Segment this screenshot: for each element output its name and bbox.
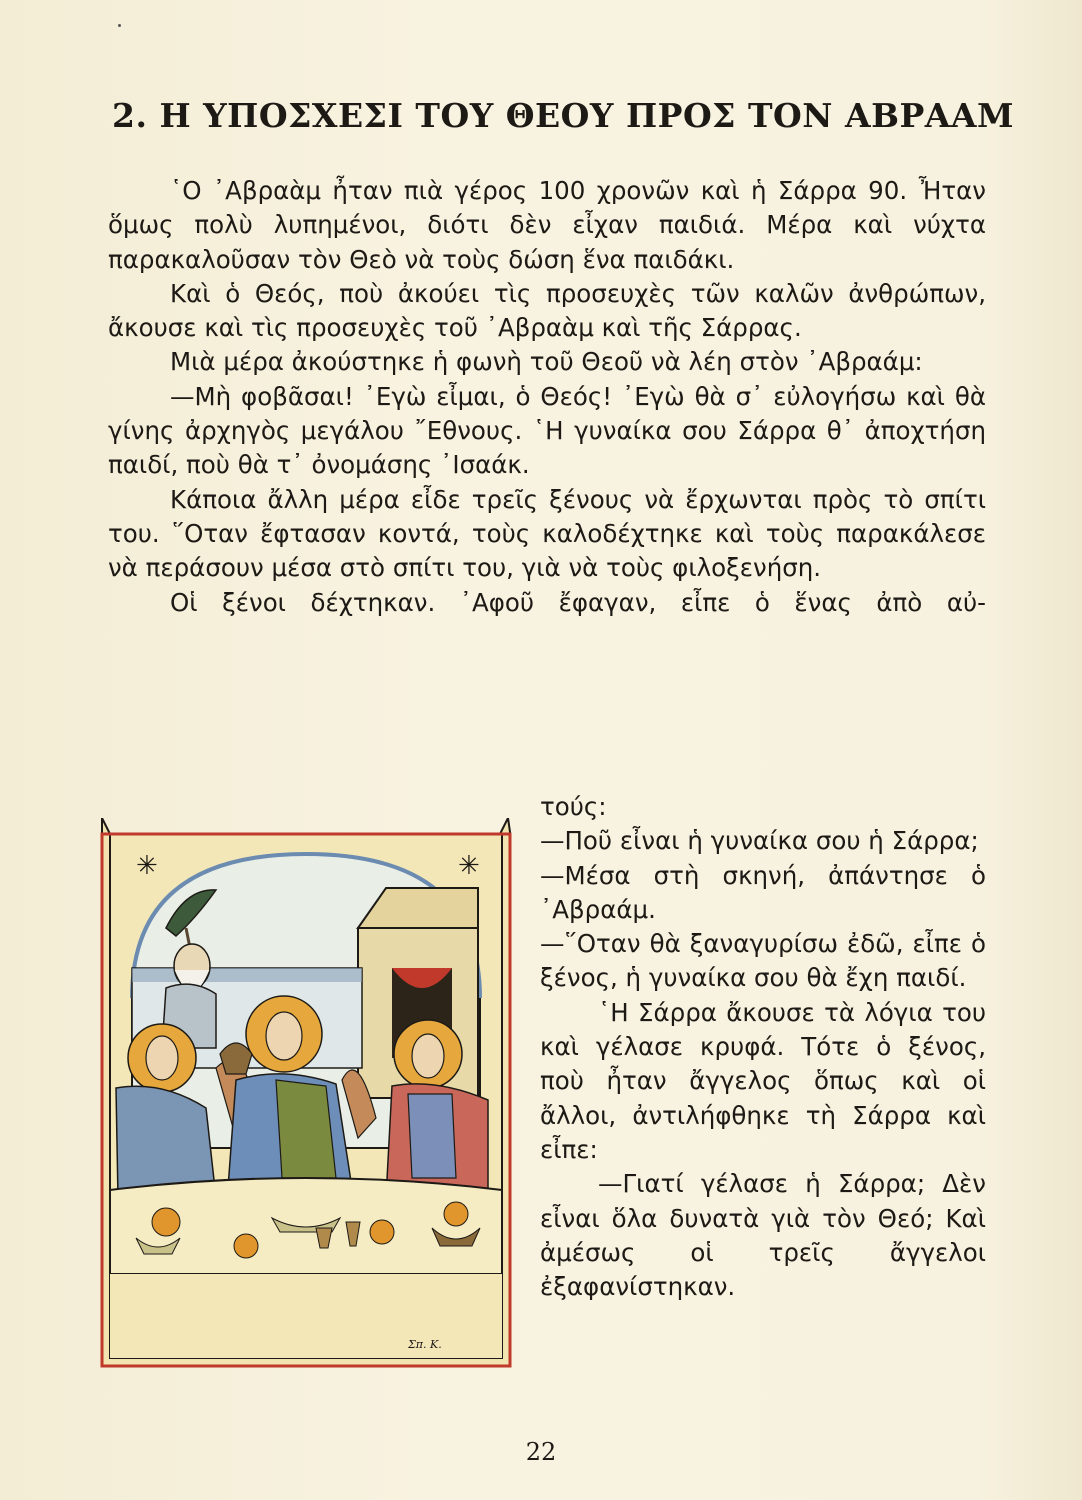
page-number: 22	[525, 1438, 557, 1466]
side-paragraph-6: —Γιατί γέλασε ἡ Σάρρα; Δὲν εἶναι ὅλα δυνατὰ γιὰ τὸν Θεό; Καὶ ἀμέσως οἱ τρεῖς ἄγγελοι ἐξαφανίστηκαν.	[540, 1169, 986, 1302]
paragraph-1: ῾Ο ᾿Αβραὰμ ἦταν πιὰ γέρος 100 χρονῶν καὶ ἡ Σάρρα 90. Ἦταν ὅμως πολὺ λυπημένοι, διότι δὲν εἶχαν παιδιά. Μέρα καὶ νύχτα παρακαλοῦσαν τὸν Θεὸ νὰ τοὺς δώση ἕνα παιδάκι.	[108, 176, 986, 274]
main-text	[108, 174, 986, 620]
paragraph-5: Κάποια ἄλλη μέρα εἶδε τρεῖς ξένους νὰ ἔρχωνται πρὸς τὸ σπίτι του. ῞Οταν ἔφτασαν κοντά, τοὺς καλοδέχτηκε καὶ τοὺς παρακάλεσε νὰ περάσουν μέσα στὸ σπίτι του, γιὰ νὰ τοὺς φιλοξενήση.	[108, 484, 986, 583]
paragraph-2: Καὶ ὁ Θεός, ποὺ ἀκούει τὶς προσευχὲς τῶν καλῶν ἀνθρώπων, ἄκουσε καὶ τὶς προσευχὲς τοῦ ᾿Αβραὰμ καὶ τῆς Σάρρας.	[108, 278, 986, 343]
side-paragraph-3: —Μέσα στὴ σκηνή, ἀπάντησε ὁ ᾿Αβραάμ.	[540, 860, 986, 924]
hospitality-of-abraham-icon	[96, 818, 516, 1378]
side-paragraph-5: ῾Η Σάρρα ἄκουσε τὰ λόγια του καὶ γέλασε κρυφά. Τότε ὁ ξένος, ποὺ ἦταν ἄγγελος ὅπως καὶ οἱ ἄλλοι, ἀντιλήφθηκε τὴ Σάρρα καὶ εἶπε:	[540, 997, 986, 1164]
page-title: 2. Η ΥΠΟΣΧΕΣΙ ΤΟΥ ΘΕΟΥ ΠΡΟΣ ΤΟΝ ΑΒΡΑΑΜ	[112, 96, 1015, 135]
side-paragraph-1: τούς:	[540, 792, 607, 821]
paragraph-6: Οἱ ξένοι δέχτηκαν. ᾿Αφοῦ ἔφαγαν, εἶπε ὁ ἕνας ἀπὸ αὐ-	[170, 587, 986, 617]
paragraph-3: Μιὰ μέρα ἀκούστηκε ἡ φωνὴ τοῦ Θεοῦ νὰ λέη στὸν ᾿Αβραάμ:	[170, 347, 923, 377]
side-paragraph-4: —῞Οταν θὰ ξαναγυρίσω ἐδῶ, εἶπε ὁ ξένος, ἡ γυναίκα σου θὰ ἔχη παιδί.	[540, 929, 986, 993]
svg-text:✳: ✳	[136, 851, 158, 881]
side-text	[540, 790, 986, 1304]
paragraph-4: —Μὴ φοβᾶσαι! ᾿Εγὼ εἶμαι, ὁ Θεός! ᾿Εγὼ θὰ σ᾿ εὐλογήσω καὶ θὰ γίνης ἀρχηγὸς μεγάλου ῎Εθνους. ῾Η γυναίκα σου Σάρρα θ᾿ ἀποχτήση παιδί, ποὺ θὰ τ᾿ ὀνομάσης ᾿Ισαάκ.	[108, 381, 986, 480]
side-paragraph-2: —Ποῦ εἶναι ἡ γυναίκα σου ἡ Σάρρα;	[540, 826, 979, 856]
icon-signature: Σπ. Κ.	[408, 1338, 442, 1351]
svg-text:✳: ✳	[458, 851, 480, 881]
speck	[118, 24, 121, 27]
